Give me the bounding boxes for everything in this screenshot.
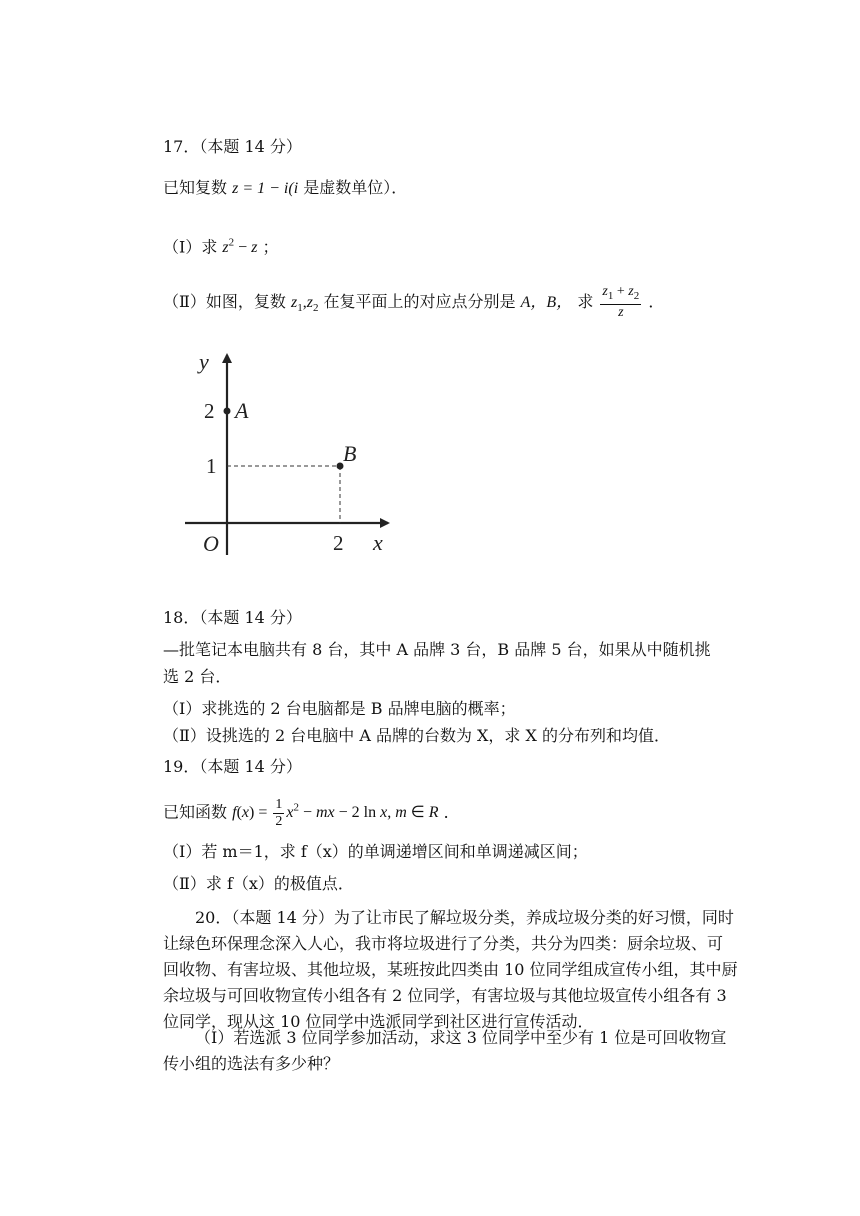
q19-function: f(x) = $\frac{1}{2}$ $x^2$ − mx − 2 ln x, m ∈ R (232, 797, 439, 830)
q17-part1-suffix: ； (262, 237, 279, 257)
y-tick-1: 1 (206, 454, 217, 478)
point-a-label: A (235, 398, 249, 423)
q17-part2-points: A，B， (520, 293, 573, 311)
q17-part1-expr: $z^2 - z$ (222, 237, 258, 257)
q17-part2-fraction: $\frac{z_1 + z_2}{z}$ (602, 284, 640, 320)
q17-part2-prefix: （Ⅱ）如图，复数 (163, 291, 286, 311)
q19-half-fraction: $\frac{1}{2}$ (275, 797, 283, 830)
q20-part1: （Ⅰ）若选派 3 位同学参加活动，求这 3 位同学中至少有 1 位是可回收物宣传小组的选法有多少种？ (163, 1028, 727, 1073)
q17-part1 (163, 232, 279, 259)
q17-part2-end: ． (648, 291, 665, 311)
q18-intro-line1: —批笔记本电脑共有 8 台，其中 A 品牌 3 台，B 品牌 5 台，如果从中随机挑 (163, 640, 711, 659)
q18-part2: （Ⅱ）设挑选的 2 台电脑中 A 品牌的台数为 X，求 X 的分布列和均值． (163, 726, 670, 745)
y-tick-2: 2 (204, 399, 215, 423)
y-axis-label: y (199, 349, 209, 374)
q19-intro: 已知函数 f(x) = $\frac{1}{2}$ $x^2$ − mx − 2 ln x, m ∈ R ． (163, 797, 460, 830)
q19-header: 19．（本题 14 分） (163, 757, 302, 776)
q17-intro-math: z = 1 − i(i (232, 180, 299, 197)
q17-part2-ask: 求 (577, 291, 594, 311)
q17-intro-suffix: 是虚数单位）． (303, 178, 408, 197)
x-tick-2: 2 (333, 531, 344, 555)
point-b-label: B (343, 441, 357, 466)
complex-plane-graph (183, 345, 398, 565)
x-axis-label: x (373, 530, 383, 555)
q17-header: 17．（本题 14 分） (163, 137, 302, 156)
q19-part2: （Ⅱ）求 f（x）的极值点． (163, 874, 354, 893)
q19-intro-prefix: 已知函数 (163, 802, 228, 822)
q17-part1-prefix: （Ⅰ）求 (163, 237, 218, 257)
point-a (224, 408, 231, 415)
q17-part2 (163, 284, 664, 321)
q17-part2-vars: $z_1,z_2$ (290, 293, 319, 315)
origin-label: O (203, 531, 219, 556)
q19-part1: （Ⅰ）若 m＝1，求 f（x）的单调递增区间和单调递减区间； (163, 842, 588, 861)
q17-intro (163, 177, 407, 200)
q18-part1: （Ⅰ）求挑选的 2 台电脑都是 B 品牌电脑的概率； (163, 699, 516, 718)
q17-intro-prefix: 已知复数 (163, 178, 228, 197)
q18-header: 18．（本题 14 分） (163, 608, 302, 627)
q20-body: 20．（本题 14 分）为了让市民了解垃圾分类，养成垃圾分类的好习惯，同时让绿色环保理念深入人心，我市将垃圾进行了分类，共分为四类：厨余垃圾、可回收物、有害垃圾、其他垃圾，某班按此四类由 10 位同学组成宣传小组，其中厨余垃圾与可回收物宣传小组各有 2 位同学，有害垃圾与其他垃圾宣传小组各有 3 位同学，现从这 10 位同学中选派同学到社区进行宣传活动． (163, 908, 738, 1031)
q17-part2-mid: 在复平面上的对应点分别是 (323, 291, 516, 311)
q18-intro-line2: 选 2 台． (163, 667, 232, 686)
